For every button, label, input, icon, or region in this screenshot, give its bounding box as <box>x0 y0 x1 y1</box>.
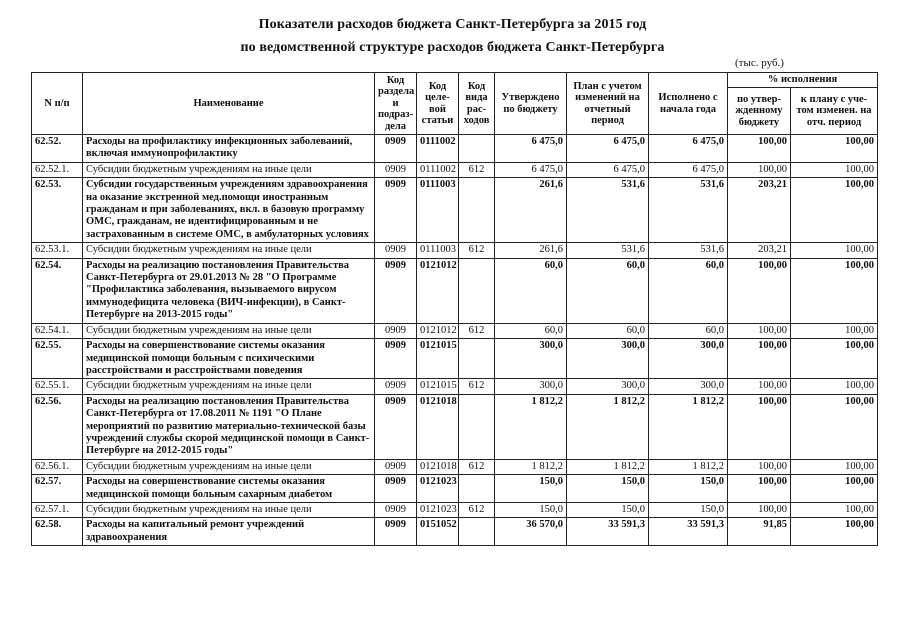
page-subtitle: по ведомственной структуре расходов бюджета Санкт-Петербурга <box>240 40 665 55</box>
row-plan: 60,0 <box>567 323 649 338</box>
table-row <box>32 135 878 163</box>
row-executed: 6 475,0 <box>649 135 728 163</box>
row-pct-plan: 100,00 <box>791 135 878 163</box>
table-row <box>32 459 878 474</box>
row-name: Субсидии бюджетным учреждениям на иные цели <box>83 459 375 474</box>
row-name: Расходы на профилактику инфекционных заболеваний, включая иммунопрофилактику <box>83 135 375 163</box>
row-number: 62.55. <box>32 339 83 379</box>
row-approved: 1 812,2 <box>495 394 567 459</box>
row-name: Расходы на реализацию постановления Правительства Санкт-Петербурга от 17.08.2011 № 1191 "О Плане мероприятий по развитию материально-технической базы учреждений службы скорой медицинской помощи в Санкт-Петербурге на 2012-2015 годы" <box>83 394 375 459</box>
table-row <box>32 258 878 323</box>
row-plan: 150,0 <box>567 475 649 503</box>
row-approved: 6 475,0 <box>495 135 567 163</box>
row-pct-plan: 100,00 <box>791 243 878 258</box>
row-number: 62.57. <box>32 475 83 503</box>
row-name: Субсидии бюджетным учреждениям на иные цели <box>83 502 375 517</box>
row-pct-plan: 100,00 <box>791 323 878 338</box>
row-executed: 300,0 <box>649 379 728 394</box>
row-approved: 36 570,0 <box>495 518 567 546</box>
row-approved: 261,6 <box>495 243 567 258</box>
header-statya: Код целе-вой статьи <box>417 73 459 135</box>
row-statya-code: 0121015 <box>417 339 459 379</box>
row-name: Расходы на совершенствование системы оказания медицинской помощи больным сахарным диабетом <box>83 475 375 503</box>
row-statya-code: 0111002 <box>417 135 459 163</box>
header-executed: Исполнено с начала года <box>649 73 728 135</box>
row-executed: 300,0 <box>649 339 728 379</box>
row-razdel-code: 0909 <box>375 339 417 379</box>
page-title: Показатели расходов бюджета Санкт-Петербурга за 2015 год <box>258 17 647 32</box>
row-name: Расходы на капитальный ремонт учреждений здравоохранения <box>83 518 375 546</box>
row-razdel-code: 0909 <box>375 243 417 258</box>
row-name: Субсидии бюджетным учреждениям на иные цели <box>83 323 375 338</box>
row-pct-approved: 100,00 <box>728 339 791 379</box>
row-number: 62.54. <box>32 258 83 323</box>
row-executed: 150,0 <box>649 502 728 517</box>
row-statya-code: 0121012 <box>417 258 459 323</box>
row-number: 62.57.1. <box>32 502 83 517</box>
row-vid-code: 612 <box>459 243 495 258</box>
row-approved: 300,0 <box>495 379 567 394</box>
row-razdel-code: 0909 <box>375 135 417 163</box>
row-number: 62.56. <box>32 394 83 459</box>
table-row <box>32 162 878 177</box>
row-pct-approved: 100,00 <box>728 162 791 177</box>
table-row <box>32 379 878 394</box>
row-pct-plan: 100,00 <box>791 502 878 517</box>
row-vid-code: 612 <box>459 379 495 394</box>
budget-table <box>31 72 878 546</box>
row-number: 62.54.1. <box>32 323 83 338</box>
row-razdel-code: 0909 <box>375 394 417 459</box>
row-razdel-code: 0909 <box>375 502 417 517</box>
row-razdel-code: 0909 <box>375 379 417 394</box>
row-pct-plan: 100,00 <box>791 518 878 546</box>
row-pct-approved: 100,00 <box>728 394 791 459</box>
row-pct-plan: 100,00 <box>791 178 878 243</box>
header-name: Наименование <box>83 73 375 135</box>
row-pct-plan: 100,00 <box>791 339 878 379</box>
row-razdel-code: 0909 <box>375 178 417 243</box>
row-pct-approved: 100,00 <box>728 135 791 163</box>
table-row <box>32 518 878 546</box>
row-statya-code: 0121023 <box>417 502 459 517</box>
row-executed: 33 591,3 <box>649 518 728 546</box>
row-pct-plan: 100,00 <box>791 379 878 394</box>
row-pct-approved: 100,00 <box>728 323 791 338</box>
row-vid-code: 612 <box>459 459 495 474</box>
row-plan: 300,0 <box>567 379 649 394</box>
row-razdel-code: 0909 <box>375 518 417 546</box>
row-plan: 300,0 <box>567 339 649 379</box>
header-pct-approved: по утвер-жденному бюджету <box>728 88 791 135</box>
row-razdel-code: 0909 <box>375 323 417 338</box>
row-executed: 6 475,0 <box>649 162 728 177</box>
row-approved: 60,0 <box>495 258 567 323</box>
row-pct-approved: 100,00 <box>728 475 791 503</box>
row-vid-code <box>459 518 495 546</box>
row-name: Субсидии бюджетным учреждениям на иные цели <box>83 162 375 177</box>
row-approved: 300,0 <box>495 339 567 379</box>
row-plan: 531,6 <box>567 178 649 243</box>
table-row <box>32 243 878 258</box>
row-number: 62.52.1. <box>32 162 83 177</box>
row-statya-code: 0151052 <box>417 518 459 546</box>
units-label: (тыс. руб.) <box>735 57 784 69</box>
table-row <box>32 178 878 243</box>
row-name: Субсидии бюджетным учреждениям на иные цели <box>83 379 375 394</box>
table-body <box>32 135 878 546</box>
row-razdel-code: 0909 <box>375 475 417 503</box>
row-name: Субсидии бюджетным учреждениям на иные цели <box>83 243 375 258</box>
row-approved: 1 812,2 <box>495 459 567 474</box>
row-statya-code: 0121015 <box>417 379 459 394</box>
header-plan: План с учетом изменений на отчетный период <box>567 73 649 135</box>
row-pct-approved: 100,00 <box>728 258 791 323</box>
row-number: 62.52. <box>32 135 83 163</box>
row-vid-code: 612 <box>459 162 495 177</box>
row-statya-code: 0121018 <box>417 459 459 474</box>
row-statya-code: 0111003 <box>417 178 459 243</box>
row-vid-code <box>459 475 495 503</box>
row-pct-approved: 100,00 <box>728 502 791 517</box>
row-approved: 150,0 <box>495 475 567 503</box>
row-plan: 1 812,2 <box>567 394 649 459</box>
row-executed: 60,0 <box>649 258 728 323</box>
row-plan: 6 475,0 <box>567 162 649 177</box>
row-plan: 150,0 <box>567 502 649 517</box>
row-number: 62.56.1. <box>32 459 83 474</box>
row-name: Субсидии государственным учреждениям здравоохранения на оказание экстренной мед.помощи иностранным гражданам и при заболеваниях, вкл. в базовую программу ОМС, гражданам, не идентифицированным и не застрахованным в системе ОМС, в амбулаторных условиях <box>83 178 375 243</box>
row-approved: 150,0 <box>495 502 567 517</box>
table-row <box>32 394 878 459</box>
row-vid-code <box>459 178 495 243</box>
row-plan: 6 475,0 <box>567 135 649 163</box>
header-vid: Код вида рас-ходов <box>459 73 495 135</box>
row-razdel-code: 0909 <box>375 258 417 323</box>
row-pct-approved: 91,85 <box>728 518 791 546</box>
row-executed: 150,0 <box>649 475 728 503</box>
row-executed: 1 812,2 <box>649 459 728 474</box>
row-plan: 531,6 <box>567 243 649 258</box>
header-pct-plan: к плану с уче-том изменен. на отч. период <box>791 88 878 135</box>
row-executed: 1 812,2 <box>649 394 728 459</box>
row-vid-code: 612 <box>459 502 495 517</box>
row-plan: 33 591,3 <box>567 518 649 546</box>
row-plan: 1 812,2 <box>567 459 649 474</box>
row-number: 62.53. <box>32 178 83 243</box>
row-pct-plan: 100,00 <box>791 394 878 459</box>
row-pct-approved: 203,21 <box>728 178 791 243</box>
row-vid-code <box>459 339 495 379</box>
header-approved: Утверждено по бюджету <box>495 73 567 135</box>
row-pct-approved: 100,00 <box>728 459 791 474</box>
row-statya-code: 0111003 <box>417 243 459 258</box>
row-vid-code: 612 <box>459 323 495 338</box>
row-approved: 261,6 <box>495 178 567 243</box>
row-statya-code: 0121018 <box>417 394 459 459</box>
row-pct-approved: 203,21 <box>728 243 791 258</box>
table-row <box>32 339 878 379</box>
table-row <box>32 323 878 338</box>
row-number: 62.58. <box>32 518 83 546</box>
row-name: Расходы на реализацию постановления Правительства Санкт-Петербурга от 29.01.2013 № 28 "О Программе "Профилактика заболевания, вызываемого вирусом иммунодефицита человека (ВИЧ-инфекции), в Санкт-Петербурге на 2013-2015 годы" <box>83 258 375 323</box>
row-name: Расходы на совершенствование системы оказания медицинской помощи больным с психическими расстройствами и расстройствами поведения <box>83 339 375 379</box>
row-executed: 531,6 <box>649 178 728 243</box>
row-number: 62.55.1. <box>32 379 83 394</box>
table-row <box>32 502 878 517</box>
row-pct-plan: 100,00 <box>791 162 878 177</box>
row-pct-plan: 100,00 <box>791 258 878 323</box>
row-number: 62.53.1. <box>32 243 83 258</box>
row-pct-plan: 100,00 <box>791 475 878 503</box>
row-statya-code: 0121023 <box>417 475 459 503</box>
row-statya-code: 0111002 <box>417 162 459 177</box>
row-plan: 60,0 <box>567 258 649 323</box>
row-razdel-code: 0909 <box>375 459 417 474</box>
row-pct-approved: 100,00 <box>728 379 791 394</box>
row-vid-code <box>459 135 495 163</box>
row-approved: 6 475,0 <box>495 162 567 177</box>
row-pct-plan: 100,00 <box>791 459 878 474</box>
row-executed: 531,6 <box>649 243 728 258</box>
row-vid-code <box>459 394 495 459</box>
table-row <box>32 475 878 503</box>
row-razdel-code: 0909 <box>375 162 417 177</box>
row-approved: 60,0 <box>495 323 567 338</box>
header-pct-group: % исполнения <box>728 73 878 88</box>
row-statya-code: 0121012 <box>417 323 459 338</box>
row-vid-code <box>459 258 495 323</box>
header-num: N п/п <box>32 73 83 135</box>
row-executed: 60,0 <box>649 323 728 338</box>
header-razdel: Код раздела и подраз-дела <box>375 73 417 135</box>
